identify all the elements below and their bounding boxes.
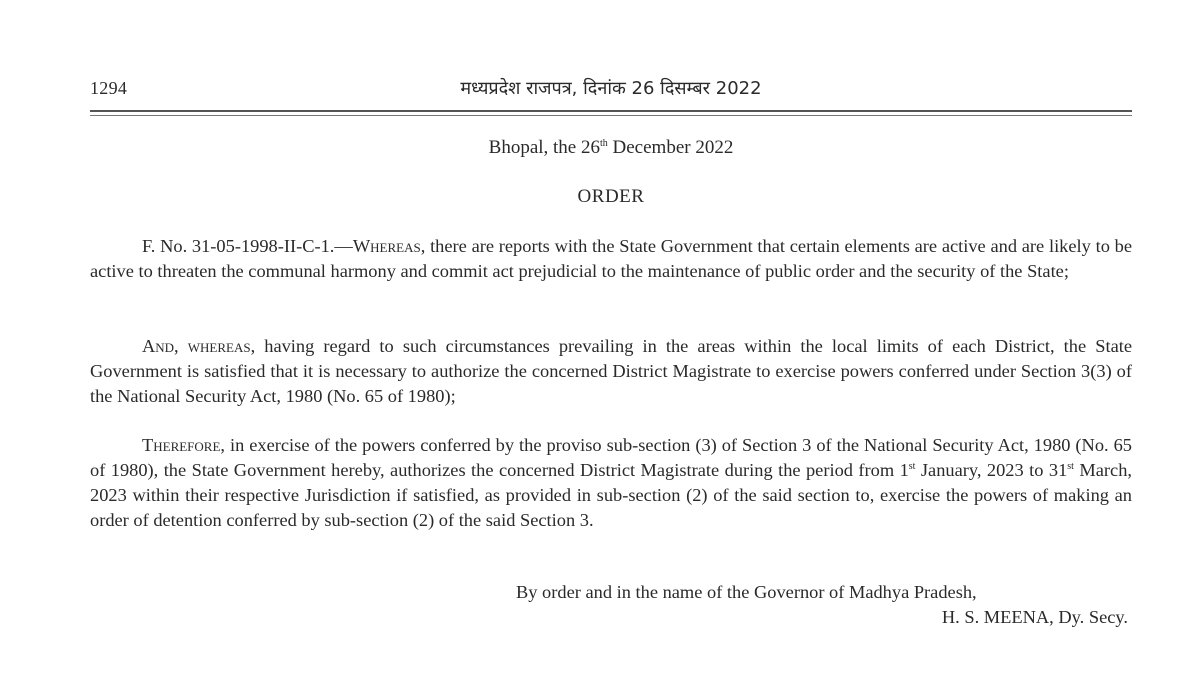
order-heading: ORDER — [577, 186, 645, 207]
dateline-suffix: December 2022 — [607, 137, 734, 158]
keyword-whereas: Whereas — [352, 236, 421, 256]
paragraph-whereas-text: , there are reports with the State Government that certain elements are active and are likely to be active to threaten the communal harmony and commit act prejudicial to the maintenance of public order and the security of the State; — [90, 236, 1132, 281]
signoff-line: By order and in the name of the Governor of Madhya Pradesh, — [516, 582, 977, 602]
dateline-ordinal: th — [600, 138, 608, 149]
page-number: 1294 — [90, 78, 128, 98]
keyword-therefore: Therefore — [142, 435, 221, 455]
paragraph-and-whereas — [90, 334, 1132, 409]
signatory: H. S. MEENA, Dy. Secy. — [941, 607, 1128, 627]
page-header — [90, 76, 1132, 104]
paragraph-therefore-text-a: , in exercise of the powers conferred by the proviso sub-section (3) of Section 3 of the National Security Act, 1980 (No. 65 of 1980), the State Government hereby, authorizes the concerned District Magistrate during the period from 1 — [90, 435, 1132, 480]
dateline — [90, 137, 1132, 159]
header-rule-thin — [90, 115, 1132, 116]
ordinal-first: st — [908, 461, 916, 472]
paragraph-and-whereas-text: , having regard to such circumstances prevailing in the areas within the local limits of each District, the State Government is satisfied that it is necessary to authorize the concerned District Magistrate to exercise powers conferred under Section 3(3) of the National Security Act, 1980 (No. 65 of 1980); — [90, 336, 1133, 406]
gazette-title: मध्यप्रदेश राजपत्र, दिनांक 26 दिसम्बर 2022 — [460, 78, 762, 99]
paragraph-therefore — [90, 433, 1132, 533]
ordinal-thirty-first: st — [1067, 461, 1074, 472]
paragraph-therefore-text-b: January, 2023 to 31 — [915, 460, 1068, 480]
paragraph-whereas — [90, 234, 1132, 284]
header-rule-thick — [90, 110, 1132, 112]
file-number: F. No. 31-05-1998-II-C-1.— — [142, 236, 353, 256]
dateline-prefix: Bhopal, the 26 — [488, 137, 600, 158]
keyword-and-whereas: And, whereas — [142, 336, 251, 356]
paragraph-therefore-text-c: March, 2023 within their respective Jurisdiction if satisfied, as provided in sub-section (2) of the said section to, exercise the powers of making an order of detention conferred by sub-section (2) of the said Section 3. — [90, 460, 1132, 530]
